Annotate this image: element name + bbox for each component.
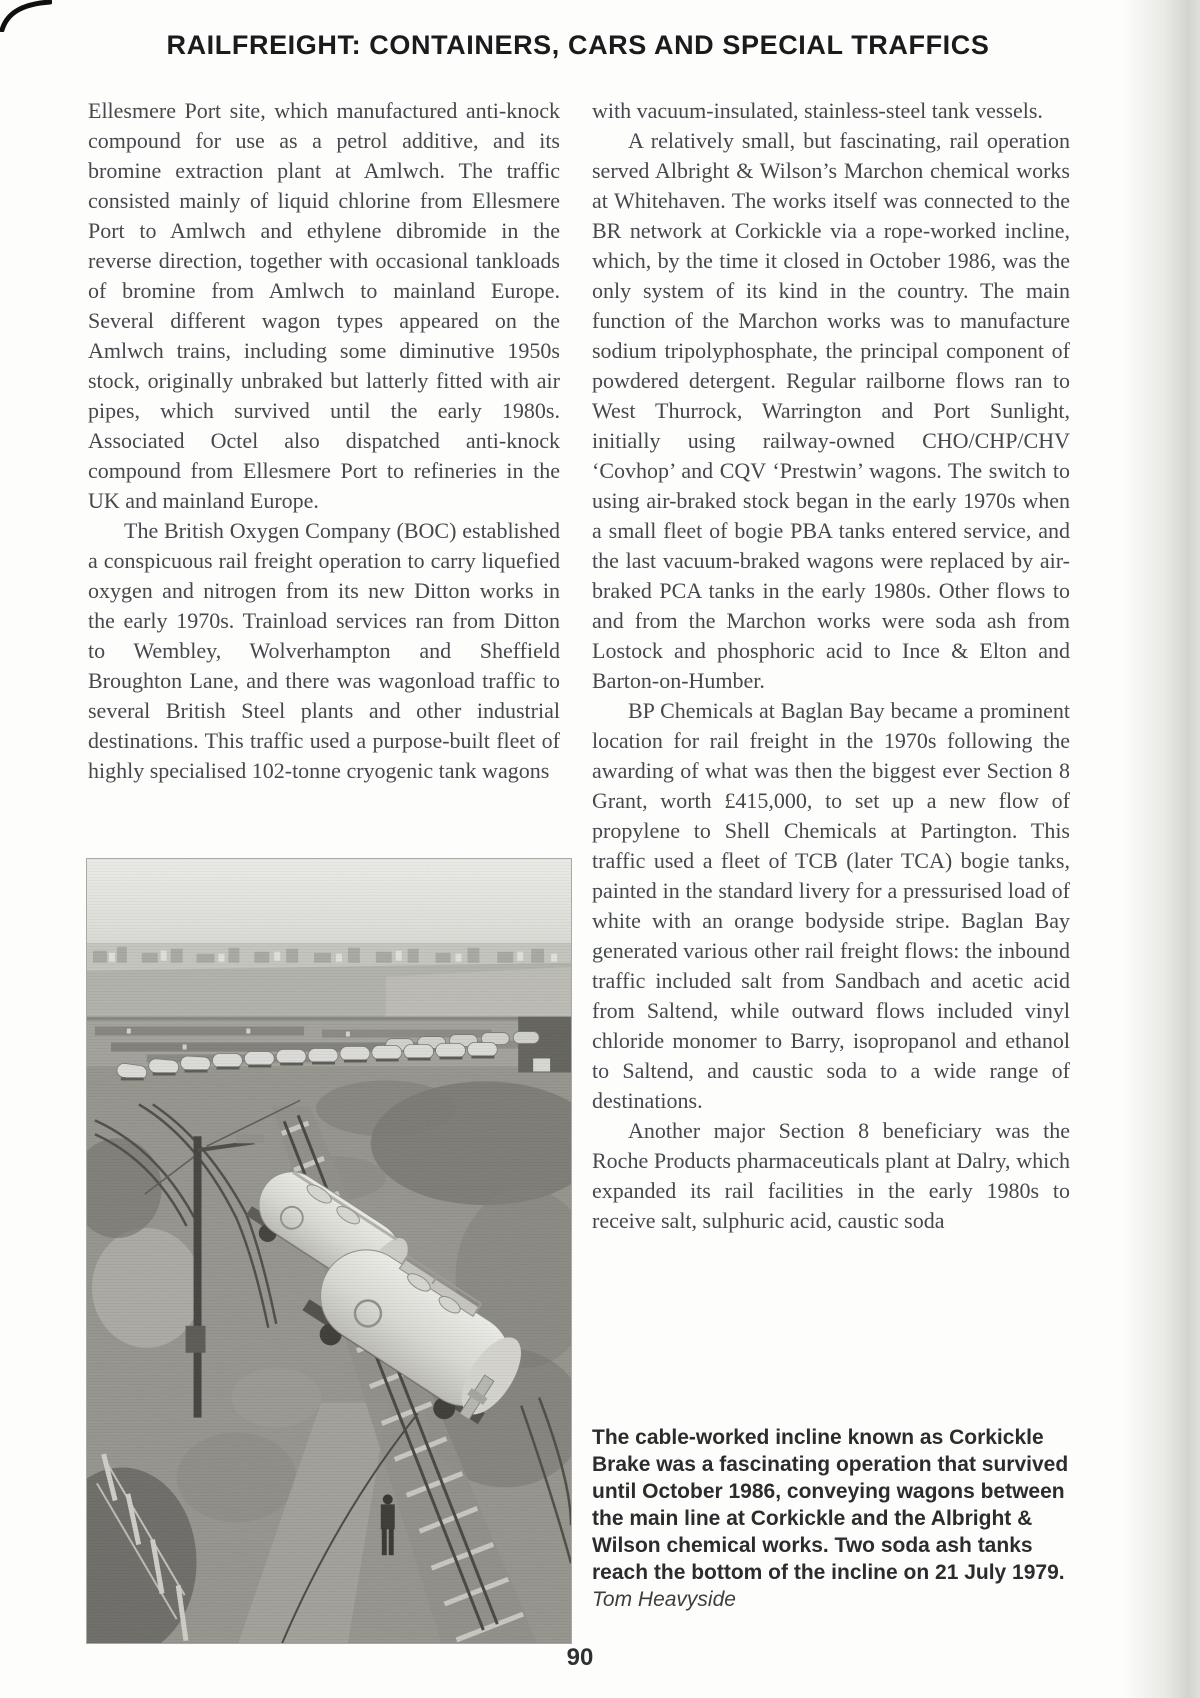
photo-corkickle-incline [86, 858, 572, 1644]
page-number: 90 [566, 1644, 594, 1671]
body-paragraph: BP Chemicals at Baglan Bay became a prominent location for rail freight in the 1970s following the awarding of what was then the biggest ever Section 8 Grant, worth £415,000, to set up a new flow of propylene to Shell Chemicals at Partington. This traffic used a fleet of TCB (later TCA) bogie tanks, painted in the standard livery for a pressurised load of white with an orange bodyside stripe. Baglan Bay generated various other rail freight flows: the inbound traffic included salt from Sandbach and acetic acid from Saltend, while outward flows included vinyl chloride monomer to Barry, isopropanol and ethanol to Saltend, and caustic soda to a wide range of destinations. [592, 698, 1070, 1113]
photo-caption [592, 1424, 1074, 1613]
photo-grain-overlay [87, 859, 571, 1643]
left-column [88, 96, 560, 786]
photo-caption-text: The cable-worked incline known as Corkickle Brake was a fascinating operation that survived until October 1986, conveying wagons between the main line at Corkickle and the Albright & Wilson chemical works. Two soda ash tanks reach the bottom of the incline on 21 July 1979. [592, 1426, 1069, 1584]
body-paragraph: with vacuum-insulated, stainless-steel tank vessels. [592, 98, 1043, 123]
body-paragraph: Another major Section 8 beneficiary was the Roche Products pharmaceuticals plant at Dalry, which expanded its rail facilities in the early 1980s to receive salt, sulphuric acid, caustic soda [592, 1118, 1070, 1233]
page-title: RAILFREIGHT: CONTAINERS, CARS AND SPECIAL TRAFFICS [166, 30, 990, 60]
right-column [592, 96, 1070, 1236]
page-edge-shadow [1122, 0, 1200, 1698]
body-paragraph: A relatively small, but fascinating, rail operation served Albright & Wilson’s Marchon chemical works at Whitehaven. The works itself was connected to the BR network at Corkickle via a rope-worked incline, which, by the time it closed in October 1986, was the only system of its kind in the country. The main function of the Marchon works was to manufacture sodium tripolyphosphate, the principal component of powdered detergent. Regular railborne flows ran to West Thurrock, Warrington and Port Sunlight, initially using railway-owned CHO/CHP/CHV ‘Covhop’ and CQV ‘Prestwin’ wagons. The switch to using air-braked stock began in the early 1970s when a small fleet of bogie PBA tanks entered service, and the last vacuum-braked wagons were replaced by air-braked PCA tanks in the early 1980s. Other flows to and from the Marchon works were soda ash from Lostock and phosphoric acid to Ince & Elton and Barton-on-Humber. [592, 128, 1070, 693]
photo-credit: Tom Heavyside [592, 1588, 736, 1611]
body-paragraph: Ellesmere Port site, which manufactured anti-knock compound for use as a petrol additive, and its bromine extraction plant at Amlwch. The traffic consisted mainly of liquid chlorine from Ellesmere Port to Amlwch and ethylene dibromide in the reverse direction, together with occasional tankloads of bromine from Amlwch to mainland Europe. Several different wagon types appeared on the Amlwch trains, including some diminutive 1950s stock, originally unbraked but latterly fitted with air pipes, which survived until the early 1980s. Associated Octel also dispatched anti-knock compound from Ellesmere Port to refineries in the UK and mainland Europe. [88, 98, 560, 513]
scan-corner-artifact [0, 0, 52, 32]
body-paragraph: The British Oxygen Company (BOC) established a conspicuous rail freight operation to carry liquefied oxygen and nitrogen from its new Ditton works in the early 1970s. Trainload services ran from Ditton to Wembley, Wolverhampton and Sheffield Broughton Lane, and there was wagonload traffic to several British Steel plants and other industrial destinations. This traffic used a purpose-built fleet of highly specialised 102-tonne cryogenic tank wagons [88, 518, 560, 783]
